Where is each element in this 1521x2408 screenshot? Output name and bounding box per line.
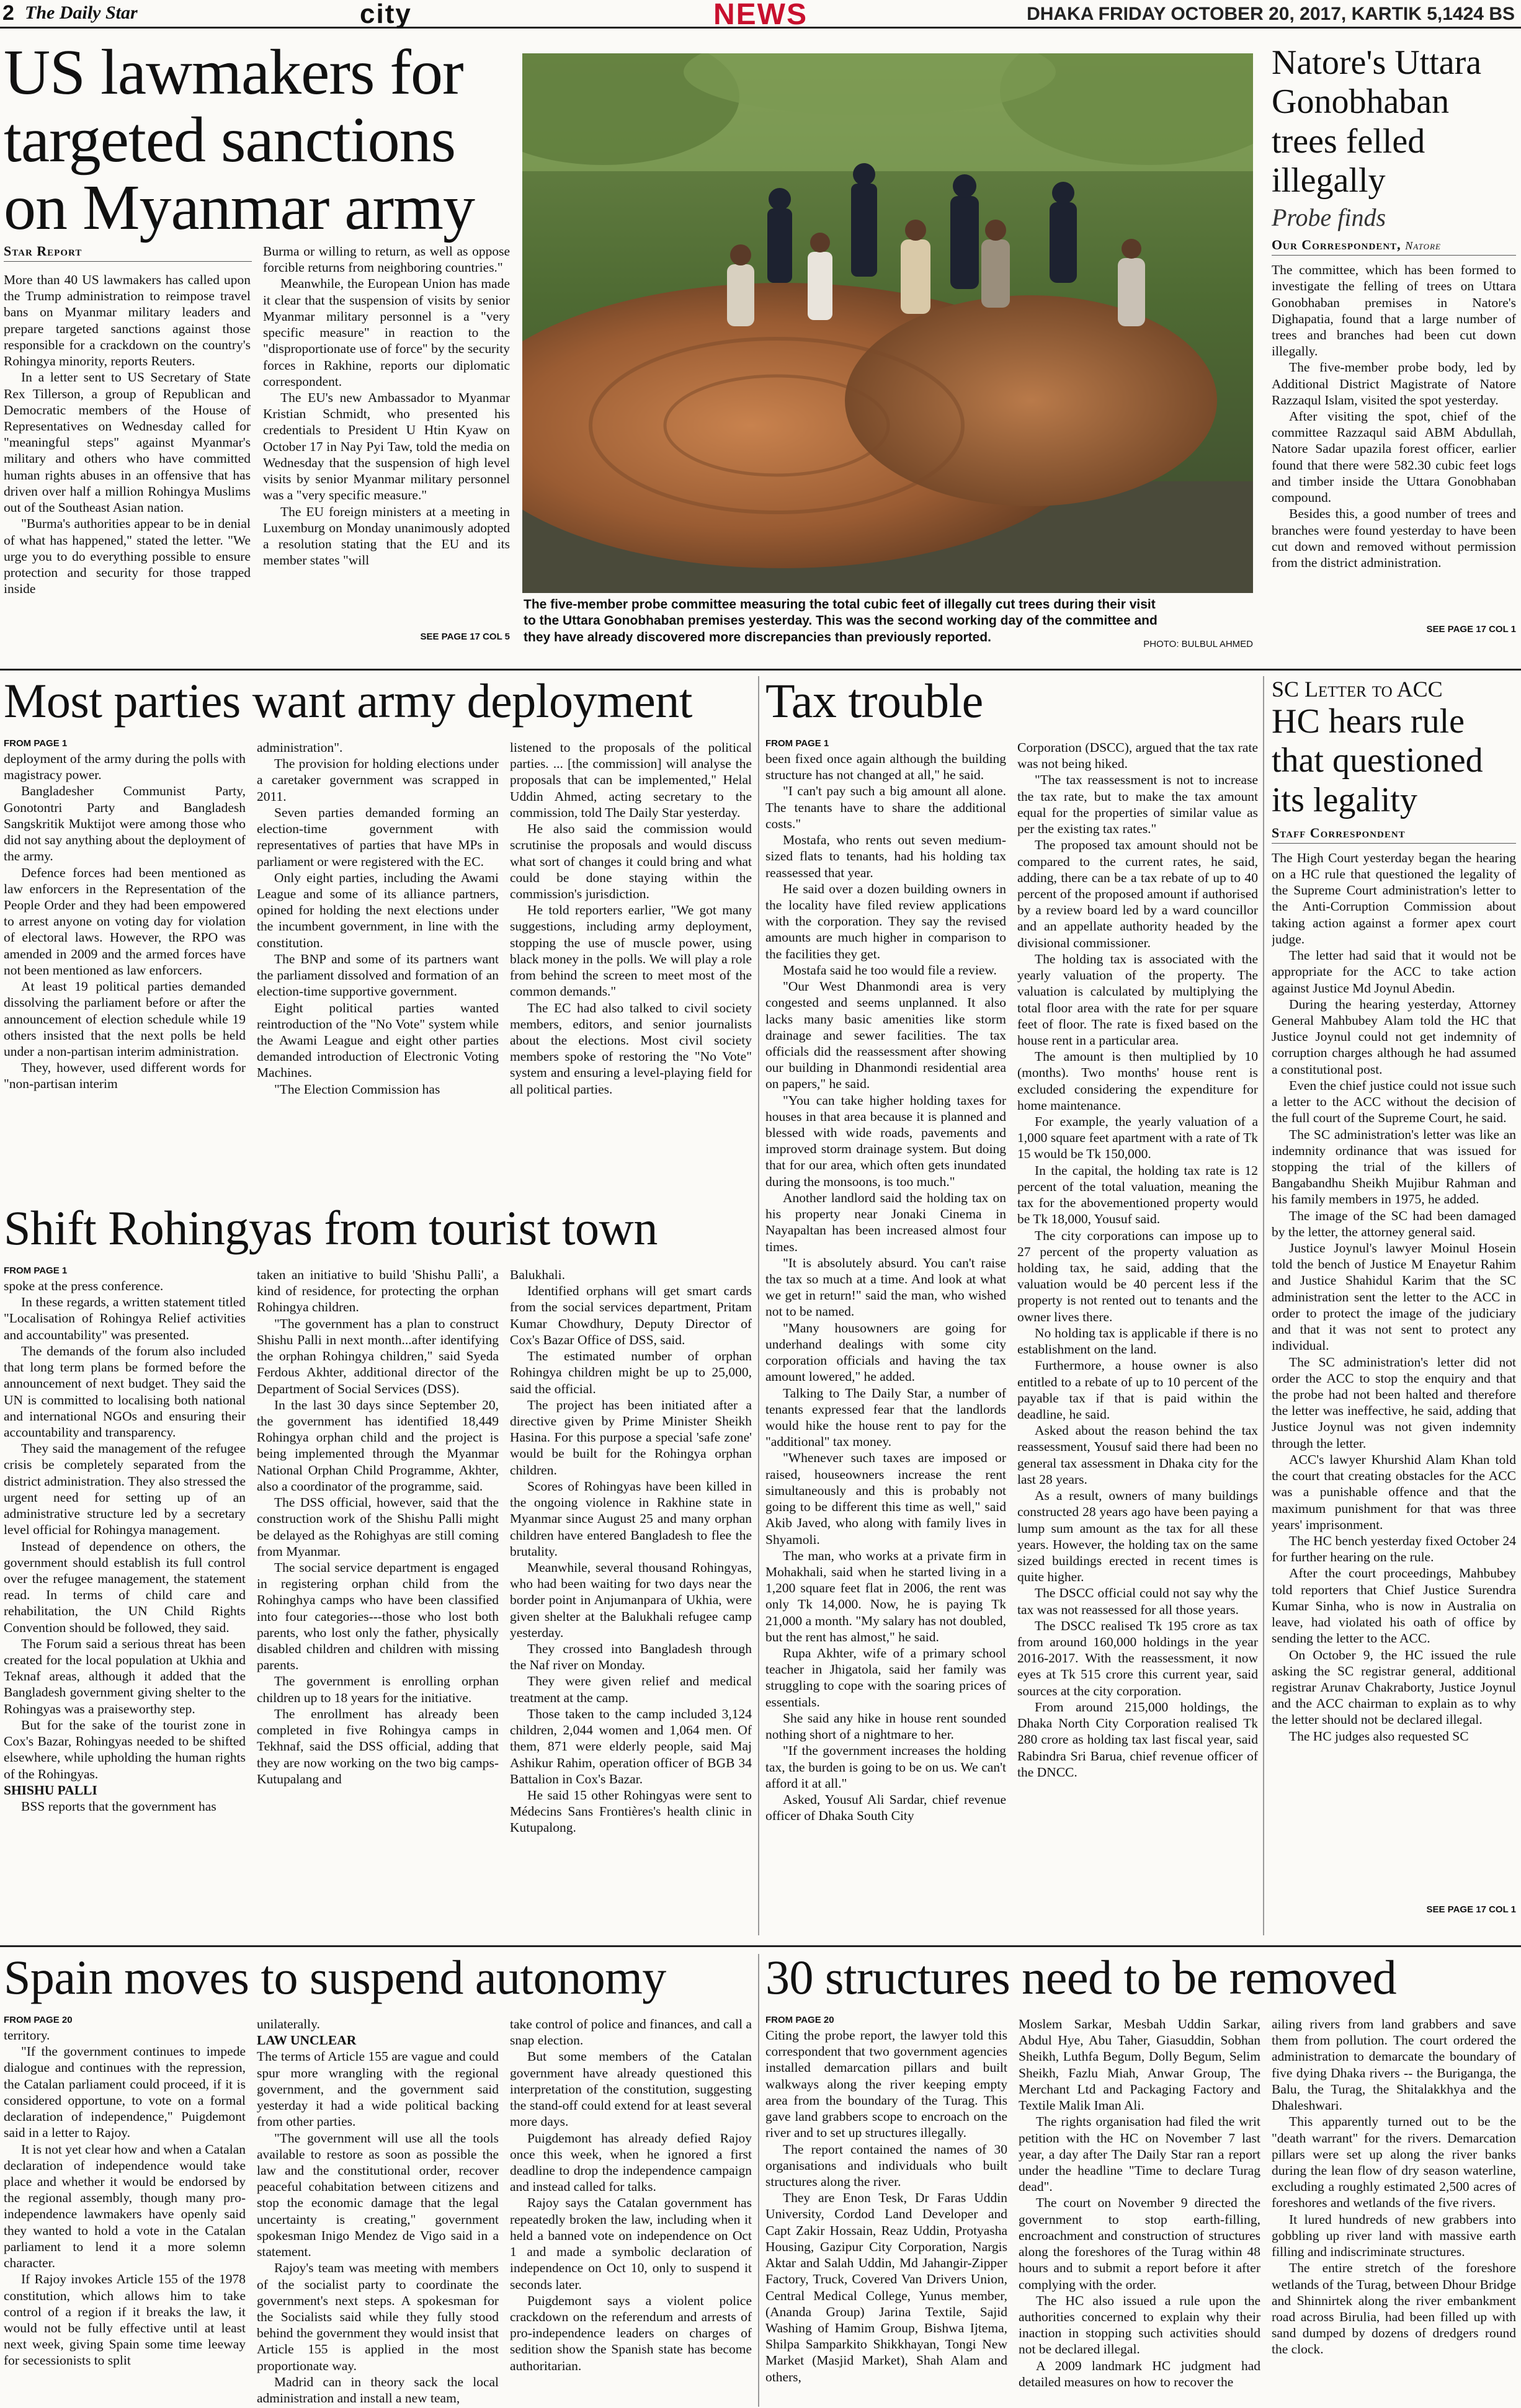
paragraph: "The government will use all the tools available to restore as soon as possible the law and the constitutional order, recover peaceful cohabitation between citizens and stop the economic damage that the legal uncertainty is creating," government spokesman Inigo Mendez de Vigo said in a statement. (257, 2130, 499, 2260)
paragraph: The project has been initiated after a directive given by Prime Minister Sheikh Hasina. For this purpose a special 'safe zone' would be built for the Rohingya orphan children. (510, 1397, 752, 1478)
paragraph: The HC also issued a rule upon the authorities concerned to explain why their inaction in stopping such activities should not be declared illegal. (1019, 2293, 1260, 2357)
paragraph: "The government has a plan to construct Shishu Palli in next month...after identifying the orphan Rohingya children," said Syeda Ferdous Akhter, additional director of the Department of Social Services (DSS). (257, 1316, 499, 1396)
page-header (0, 0, 1521, 29)
paragraph: They are Enon Tesk, Dr Faras Uddin University, Cordod Land Developer and Capt Zakir Hossain, Reaz Uddin, Protyasha Housing, Gazipur City Corporation, Nargis Aktar and Salah Uddin, Md Jahangir-Zipper Factory, Truck, Covered Van Drivers Union, Central Medical College, Yunus member, (Ananda Group) Jarina Textile, Sajid Washing of Hamim Group, Bishwa Ijtema, Shilpa Samparkito Shikkhayan, Tongi New Market (Masjid Market), Shah Alam and others, (765, 2190, 1007, 2384)
article-column (1272, 2016, 1516, 2407)
paragraph: Instead of dependence on others, the government should establish its full control over the refugee management, the statement read. In terms of child care and rehabilitation, the UN Child Rights Convention should be followed, they said. (4, 1538, 246, 1635)
paragraph: Puigdemont has already defied Rajoy once this week, when he ignored a first deadline to drop the independence campaign and instead called for talks. (510, 2130, 752, 2195)
dateline: DHAKA FRIDAY OCTOBER 20, 2017, KARTIK 5,1424 BS (1027, 4, 1515, 24)
paragraph: The amount is then multiplied by 10 (months). Two months' house rent is excluded considering the expenditure for home maintenance. (1017, 1049, 1258, 1113)
paragraph: In the last 30 days since September 20, the government has identified 18,449 Rohingya orphan child and the project is being implemented through the Myanmar National Orphan Child Programme, Akhter, also a coordinator of the programme, said. (257, 1397, 499, 1494)
paragraph: Meanwhile, several thousand Rohingyas, who had been waiting for two days near the border point in Anjumanpara of Ukhia, were given shelter at the Balukhali refugee camp yesterday. (510, 1559, 752, 1640)
paragraph: The city corporations can impose up to 27 percent of the property valuation as holding tax, he said, adding that the valuation would be 40 percent less if the property is not rented out to tenants and the owner lives there. (1017, 1228, 1258, 1324)
paragraph: If Rajoy invokes Article 155 of the 1978 constitution, which allows him to take control of a region if it breaks the law, it would not be fully effective until at least next week, giving Spain some time leeway for secessionists to split (4, 2272, 246, 2368)
article-column (257, 739, 499, 1185)
paragraph: Justice Joynul's lawyer Moinul Hosein told the bench of Justice M Enayetur Rahim and Justice Shahidul Karim that the SC administration sent the letter to the ACC in order to protect the image of the judiciary and that it was not sent to protect any individual. (1272, 1241, 1516, 1353)
paragraph: Puigdemont says a violent police crackdown on the referendum and arrests of pro-independence leaders on charges of sedition show the Spanish state has become authoritarian. (510, 2293, 752, 2373)
section-subhead: SHISHU PALLI (4, 1782, 97, 1798)
paragraph: After the court proceedings, Mahbubey told reporters that Chief Justice Surendra Kumar Sinha, who is now in Australia on leave, had violated his oath of office by sending the letter to the ACC. (1272, 1566, 1516, 1646)
paragraph: During the hearing yesterday, Attorney General Mahbubey Alam told the HC that Justice Joynul could not get indemnity of corruption charges although he had assumed a constitutional post. (1272, 996, 1516, 1077)
article-column (257, 1267, 499, 1937)
paragraph: The demands of the forum also included that long term plans be formed before the announcement of next budget. They said the UN is committed to localising both national and international NGOs and ensuring their accountability and transparency. (4, 1343, 246, 1440)
article-column (510, 1267, 752, 1937)
photo-image (522, 53, 1253, 593)
paragraph: The SC administration's letter did not order the ACC to stop the enquiry and that the probe had not been halted and therefore the letter was ineffective, he said, adding that Justice Joynul was not given indemnity through the letter. (1272, 1354, 1516, 1451)
paragraph: In these regards, a written statement titled "Localisation of Rohingya Relief activities and accountability" was presented. (4, 1295, 246, 1342)
article-column (765, 751, 1006, 1929)
paragraph: Meanwhile, the European Union has made it clear that the suspension of visits by senior Myanmar military personnel is a "very specific measure" in reaction to the "disproportionate use of force" by the security forces in Rakhine, reports our diplomatic correspondent. (263, 276, 510, 389)
kicker: SC Letter to ACC (1272, 677, 1443, 702)
article-column: unilaterally. LAW UNCLEAR The terms of Article 155 are vague and could spur more wrangling with the regional government, and the government said yesterday it had a wide political backing from other parties. "The government will use all the tools available to restore as soon as possible the law and the constitutional order, recover peaceful cohabitation between citizens and stop the economic damage that the legal uncertainty is creating," government spokesman Inigo Mendez de Vigo said in a statement. Rajoy's team was meeting with members of the socialist party to coordinate the government's next steps. A spokesman for the Socialists said while they fully stood behind the government they would insist that Article 155 is applied in the most proportionate way. Madrid can in theory sack the local administration and install a new team, (257, 2017, 499, 2406)
subheadline: Probe finds (1272, 203, 1386, 232)
paragraph: The proposed tax amount should not be compared to the current rates, he said, adding, there can be a tax rebate of up to 40 percent of the proposed amount if authorised by a review board led by a ward councillor and an appellate authority headed by the divisional commissioner. (1017, 837, 1258, 950)
photo-caption: The five-member probe committee measuring the total cubic feet of illegally cut trees during their visit to the Uttara Gonobhaban premises yesterday. This was the second working day of the committee and they have already discovered more discrepancies than previously reported. (524, 597, 1157, 644)
article-column (4, 272, 251, 644)
continued-link: SEE PAGE 17 COL 5 (420, 631, 510, 642)
paragraph: But for the sake of the tourist zone in Cox's Bazar, Rohingyas needed to be shifted elsewhere, while upholding the human rights of the Rohingyas. (4, 1717, 246, 1781)
paragraph: "If the government continues to impede dialogue and continues with the repression, the Catalan parliament could proceed, if it is considered opportune, to vote on a formal declaration of independence," Puigdemont said in a letter to Rajoy. (4, 2044, 246, 2141)
paragraph: Another landlord said the holding tax on his property near Jonaki Cinema in Nayapaltan has been increased almost four times. (765, 1190, 1006, 1254)
headline: Most parties want army deployment (4, 674, 692, 728)
paragraph: "The tax reassessment is not to increase the tax rate, but to make the tax amount equal for the properties of similar value as per the existing tax rates." (1017, 772, 1258, 837)
paragraph: The five-member probe body, led by Additional District Magistrate of Natore Razzaqul Islam, visited the spot yesterday. (1272, 360, 1516, 408)
paragraph: Rajoy says the Catalan government has repeatedly broken the law, including when it held a banned vote on independence on Oct 1 and made a symbolic declaration of independence on Oct 10, only to suspend it seconds later. (510, 2195, 752, 2292)
paragraph: From around 215,000 holdings, the Dhaka North City Corporation realised Tk 280 crore as holding tax last fiscal year, said Rabindra Sri Barua, chief revenue officer of the DNCC. (1017, 1699, 1258, 1780)
paragraph: They, however, used different words for "non-partisan interim (4, 1060, 246, 1092)
headline: US lawmakers for targeted sanctions on Myanmar army (4, 37, 475, 244)
headline: HC hears rule that questioned its legality (1272, 702, 1483, 819)
section-rule (0, 669, 1521, 671)
news-photo (522, 53, 1253, 593)
paragraph: But some members of the Catalan government have already questioned this interpretation of the constitution, suggesting the stand-off could extend for at least several more days. (510, 2049, 752, 2129)
paragraph: "Our West Dhanmondi area is very congested and seems unplanned. It also lacks many basic amenities like storm drainage and sewer facilities. The tax officials did the reassessment after showing our building in Dhanmondi residential area on papers," he said. (765, 979, 1006, 1092)
paragraph: Mostafa, who rents out seven medium-sized flats to tenants, had his holding tax reassessed that year. (765, 832, 1006, 880)
paragraph: The EC had also talked to civil society members, editors, and senior journalists about the elections. Most civil society members spoke of restoring the "No Vote" system and ensuring a level-playing field for all political parties. (510, 1000, 752, 1097)
paragraph: He said over a dozen building owners in the locality have filed review applications with the corporation. They say the revised amounts are much higher in comparison to the facilities they get. (765, 881, 1006, 961)
section-label: NEWS (713, 0, 808, 31)
paragraph: The estimated number of orphan Rohingya children might be up to 25,000, said the official. (510, 1349, 752, 1396)
paragraph: The committee, which has been formed to investigate the felling of trees on Uttara Gonobhaban premises in Natore's Dighapatia, found that a large number of trees and branches had been cut down illegally. (1272, 262, 1516, 359)
paragraph: It lured hundreds of new grabbers into gobbling up river land with massive earth filling and indiscriminate structures. (1272, 2211, 1516, 2260)
paragraph: The government is enrolling orphan children up to 18 years for the initiative. (257, 1674, 499, 1705)
paragraph: They said the management of the refugee crisis be completely separated from the district administration. They also stressed the urgent need for setting up of an administrative structure led by a secretary level official for Rohingya management. (4, 1441, 246, 1538)
paragraph: take control of police and finances, and call a snap election. (510, 2017, 752, 2048)
article-column (510, 739, 752, 1185)
paragraph: Rajoy's team was meeting with members of the socialist party to coordinate the government's next steps. A spokesman for the Socialists said while they fully stood behind the government they would insist that Article 155 is applied in the most proportionate way. (257, 2260, 499, 2373)
byline: Our Correspondent, Natore (1272, 237, 1516, 256)
paragraph: Citing the probe report, the lawyer told this correspondent that two government agencies installed demarcation pillars and built walkways along the river keeping empty area from the boundary of the Turag. This gave land grabbers scope to encroach on the river and to set up structures illegally. (765, 2028, 1007, 2141)
paragraph: In the capital, the holding tax rate is 12 percent of the total valuation, meaning the tax for the abovementioned property would be Tk 18,000, Yousuf said. (1017, 1162, 1258, 1227)
paragraph: The man, who works at a private firm in Mohakhali, said when he started living in a 1,200 square feet flat in 2006, the rent was only Tk 14,000. Now, he is paying Tk 21,000 a month. "My salary has not doubled, but the rent has almost," he said. (765, 1548, 1006, 1644)
paragraph: The HC judges also requested SC (1289, 1728, 1469, 1744)
continued-link: SEE PAGE 17 COL 1 (1426, 624, 1516, 635)
paragraph: The rights organisation had filed the writ petition with the HC on November 7 last year, a day after The Daily Star ran a report under the headline "Time to declare Turag dead". (1019, 2114, 1260, 2195)
paragraph: He said 15 other Rohingyas were sent to Médecins Sans Frontières's health clinic in Kutupalong. (510, 1788, 752, 1835)
section-rule (0, 1945, 1521, 1947)
from-page: FROM PAGE 1 (4, 1265, 68, 1276)
paragraph: The HC bench yesterday fixed October 24 for further hearing on the rule. (1272, 1533, 1516, 1565)
paragraph: He also said the commission would scrutinise the proposals and would discuss what sort of changes it could bring and what could be done staying within the commission's jurisdiction. (510, 821, 752, 901)
article-structures (765, 1950, 1516, 2408)
paragraph: They were given relief and medical treatment at the camp. (510, 1674, 752, 1705)
paragraph: Seven parties demanded forming an election-time government with representatives of parties that have MPs in parliament or were registered with the EC. (257, 805, 499, 869)
paragraph: administration". (257, 740, 343, 755)
paragraph: After visiting the spot, chief of the committee Razzaqul said ABM Abdullah, Natore Sadar upazila forest officer, earlier found that there were 582.30 cubic feet logs and timber inside the Uttara Gonobhaban compound. (1272, 409, 1516, 506)
section-subhead: LAW UNCLEAR (257, 2033, 357, 2048)
paragraph: Talking to The Daily Star, a number of tenants expressed fear that the landlords would hike the house rent to pay for the "additional" tax money. (765, 1385, 1006, 1450)
article-body (1272, 850, 1516, 1904)
paragraph: At least 19 political parties demanded dissolving the parliament before or after the announcement of election schedule while 19 others insisted that the next polls be held under a non-partisan interim administration. (4, 979, 246, 1059)
paragraph: Rupa Akhter, wife of a primary school teacher in Jhigatola, said her family was struggling to cope with the soaring prices of essentials. (765, 1646, 1006, 1710)
paragraph: Those taken to the camp included 3,124 children, 2,044 women and 1,064 men. Of them, 871 were elderly people, said Maj Ashikur Rahim, operation officer of BGB 34 Battalion in Cox's Bazar. (510, 1706, 752, 1786)
paper-name: The Daily Star (25, 2, 138, 23)
paragraph: "Many housowners are going for underhand dealings with some city corporation officials and having the tax amount lowered," he added. (765, 1320, 1006, 1385)
paragraph: Eight political parties wanted reintroduction of the "No Vote" system while the Awami League and eight other parties demanded introduction of Electronic Voting Machines. (257, 1000, 499, 1081)
paragraph: been fixed once again although the building structure has not changed at all," he said. (765, 751, 1006, 783)
from-page: FROM PAGE 20 (765, 2015, 834, 2025)
paragraph: For example, the yearly valuation of a 1,000 square feet apartment with a rate of Tk 15 would be Tk 150,000. (1017, 1114, 1258, 1162)
paragraph: The enrollment has already been completed in five Rohingya camps in Tekhnaf, said the DSS official, adding that they are now working on the two big camps-Kutupalang and (257, 1706, 499, 1786)
article-hc (1272, 676, 1516, 1942)
paragraph: The holding tax is associated with the yearly valuation of the property. The valuation is calculated by multiplying the total floor area with the rate for per square feet of floor. The rate is fixed based on the house rent in a particular area. (1017, 951, 1258, 1048)
paragraph: "You can take higher holding taxes for houses in that area because it is planned and blessed with wide roads, pavements and improved storm drainage system. But doing that for our area, which often gets inundated during the monsoons, is too much." (765, 1092, 1006, 1189)
paragraph: It is not yet clear how and when a Catalan declaration of independence would take place and whether it would be endorsed by the regional assembly, though many pro-independence lawmakers have openly said they wanted to hold a vote in the Catalan parliament to lend it a more solemn character. (4, 2141, 246, 2271)
paragraph: The BNP and some of its partners want the parliament dissolved and formation of an election-time supportive government. (257, 951, 499, 999)
article-rohingya (4, 1203, 752, 1942)
column-rule (758, 676, 759, 1935)
headline: Spain moves to suspend autonomy (4, 1950, 666, 2004)
column-rule (758, 1954, 759, 2407)
paragraph: The entire stretch of the foreshore wetlands of the Turag, between Dhour Bridge and Shinnirtek along the river embankment road across Birulia, had been filled up with sand dumped by dozens of dredgers round the clock. (1272, 2260, 1516, 2357)
page-number: 2 (2, 1, 14, 25)
paragraph: A 2009 landmark HC judgment had detailed measures on how to recover the (1019, 2358, 1260, 2389)
article-column (1019, 2016, 1260, 2407)
column-rule (1263, 676, 1264, 1935)
article-column (510, 2016, 752, 2407)
paragraph: "The Election Commission has (274, 1081, 440, 1097)
paragraph: ailing rivers from land grabbers and save them from pollution. The court ordered the administration to demarcate the boundary of five dying Dhaka rivers -- the Buriganga, the Balu, the Turag, the Shitalakkhya and the Dhaleshwari. (1272, 2017, 1516, 2113)
paragraph: "It is absolutely absurd. You can't raise the tax so much at a time. And look at what we get in return!" said the man, who wished not to be named. (765, 1255, 1006, 1319)
paragraph: The High Court yesterday began the hearing on a HC rule that questioned the legality of the Supreme Court administration's letter to the Anti-Corruption Commission about taking action against a former apex court judge. (1272, 850, 1516, 947)
headline: 30 structures need to be removed (765, 1950, 1397, 2004)
article-us-sanctions (4, 38, 512, 653)
paragraph: This apparently turned out to be the "death warrant" for the rivers. Demarcation pillars were set up along the river banks during the lean flow of dry season waterline, excluding a roughly estimated 2,500 acres of foreshores and wetlands of the five rivers. (1272, 2114, 1516, 2211)
paragraph: "Whenever such taxes are imposed or raised, houseowners increase the rent simultaneously and this is probably not going to be different this time as well," said Akib Javed, who along with family lives in Shyamoli. (765, 1450, 1006, 1547)
paragraph: The EU's new Ambassador to Myanmar Kristian Schmidt, who presented his credentials to President U Htin Kyaw on October 17 in Nay Pyi Taw, told the media on Wednesday that the suspension of high level visits by senior Myanmar military personnel was a "very specific measure." (263, 390, 510, 503)
paragraph: The DSS official, however, said that the construction work of the Shishu Palli might be delayed as the Rohighyas are still coming from Myanmar. (257, 1495, 499, 1559)
paragraph: She said any hike in house rent sounded nothing short of a nightmare to her. (765, 1710, 1006, 1742)
paragraph: Furthermore, a house owner is also entitled to a rebate of up to 10 percent of the payable tax if that is paid within the deadline, he said. (1017, 1358, 1258, 1422)
paragraph: The court on November 9 directed the government to stop earth-filling, encroachment and construction of structures along the foreshores of the Turag within 48 hours and to submit a report before it after complying with the order. (1019, 2195, 1260, 2292)
article-column (765, 2027, 1007, 2407)
from-page: FROM PAGE 1 (4, 738, 68, 749)
paragraph: Burma or willing to return, as well as oppose forcible returns from neighboring countries." (263, 244, 510, 275)
headline: Shift Rohingyas from tourist town (4, 1201, 658, 1255)
article-column (4, 2027, 246, 2407)
article-column: spoke at the press conference. In these regards, a written statement titled "Localisation of Rohingya Relief activities and accountability" was presented. The demands of the forum also included that long term plans be formed before the announcement of next budget. They said the UN is committed to localising both national and international NGOs and ensuring their accountability and transparency. They said the management of the refugee crisis be completely separated from the district administration. They also stressed the urgent need for setting up of an administrative structure led by a secretary level official for Rohingya management. Instead of dependence on others, the government should establish its full control over the refugee management, the statement read. In terms of child care and rehabilitation, the UN Child Rights Convention should be followed, they said. The Forum said a serious threat has been created for the local population at Ukhia and Teknaf areas, although it added that the Bangladesh government giving shelter to the Rohingyas was a praiseworthy step. But for the sake of the tourist zone in Cox's Bazar, Rohingyas needed to be shifted elsewhere, while upholding the human rights of the Rohingyas. SHISHU PALLI BSS reports that the government has (4, 1278, 246, 1814)
paragraph: More than 40 US lawmakers has called upon the Trump administration to reimpose travel bans on Myanmar military leaders and prepare targeted sanctions against those responsible for a crackdown on the country's Rohingya minority, reports Reuters. (4, 272, 251, 369)
paragraph: Balukhali. (510, 1267, 565, 1282)
paragraph: The image of the SC had been damaged by the letter, the attorney general said. (1272, 1208, 1516, 1239)
paragraph: Identified orphans will get smart cards from the social services department, Pritam Kumar Chowdhury, Deputy Director of Cox's Bazar Office of DSS, said. (510, 1283, 752, 1347)
headline: Tax trouble (765, 674, 983, 728)
paragraph: listened to the proposals of the political parties. ... [the commission] will analyse the proposals that can be implemented," Helal Uddin Ahmed, acting secretary to the commission, told The Daily Star yesterday. (510, 740, 752, 820)
article-body (1272, 262, 1516, 622)
paragraph: The letter had said that it would not be appropriate for the ACC to take action against Justice Md Joynul Abedin. (1272, 948, 1516, 996)
paragraph: Asked about the reason behind the tax reassessment, Yousuf said there had been no general tax assessment in Dhaka city for the last 28 years. (1017, 1423, 1258, 1487)
paragraph: ACC's lawyer Khurshid Alam Khan told the court that creating obstacles for the ACC was a punishable offence and that the maximum punishment for that was three years' imprisonment. (1272, 1451, 1516, 1532)
paragraph: The report contained the names of 30 organisations and individuals who built structures along the river. (765, 2141, 1007, 2189)
article-column (263, 243, 510, 638)
article-spain (4, 1950, 752, 2408)
paragraph: The DSCC official could not say why the tax was not reassessed for all those years. (1017, 1585, 1258, 1617)
paragraph: They crossed into Bangladesh through the Naf river on Monday. (510, 1641, 752, 1673)
paragraph: Asked, Yousuf Ali Sardar, chief revenue officer of Dhaka South City (765, 1792, 1006, 1824)
paragraph: "I can't pay such a big amount all alone. The tenants have to share the additional costs." (765, 783, 1006, 831)
article-natore (1272, 43, 1516, 658)
section-name: city (360, 0, 412, 29)
paragraph: Corporation (DSCC), argued that the tax rate was not being hiked. (1017, 740, 1258, 772)
paragraph: The DSCC realised Tk 195 crore as tax from around 160,000 holdings in the year 2016-2017. With the reassessment, it now eyes at Tk 515 crore this current year, said sources at the city corporation. (1017, 1618, 1258, 1698)
paragraph: On October 9, the HC issued the rule asking the SC registrar general, additional registrar Arunav Chakraborty, Justice Joynul and the ACC chairman to explain as to why the letter should not be declared illegal. (1272, 1647, 1516, 1728)
article-column (4, 751, 246, 1185)
paragraph: He told reporters earlier, "We got many suggestions, including army deployment, stopping the use of muscle power, using black money in the polls. We will play a role from behind the screen to meet most of the common demands." (510, 903, 752, 999)
paragraph: Madrid can in theory sack the local administration and install a new team, (257, 2374, 499, 2406)
paragraph: Bangladesher Communist Party, Gonotontri Party and Bangladesh Sangskritik Muktijot were among those who did not say anything about the deployment of the army. (4, 783, 246, 864)
from-page: FROM PAGE 1 (765, 738, 829, 749)
paragraph: The terms of Article 155 are vague and could spur more wrangling with the regional government, and the government said yesterday it had a wide political backing from other parties. (257, 2049, 499, 2129)
article-army (4, 676, 752, 1203)
paragraph: No holding tax is applicable if there is no establishment on the land. (1017, 1325, 1258, 1357)
paragraph: Besides this, a good number of trees and branches were found yesterday to have been cut down and removed without permission from the district administration. (1272, 506, 1516, 570)
paragraph: Even the chief justice could not issue such a letter to the ACC without the decision of the full court of the Supreme Court, he said. (1272, 1077, 1516, 1126)
paragraph: As a result, owners of many buildings constructed 28 years ago have been paying a lump sum amount as the tax for all these years. However, the holding tax on the same sized buildings erected in recent times is quite higher. (1017, 1488, 1258, 1585)
paragraph: The EU foreign ministers at a meeting in Luxemburg on Monday unanimously adopted a resolution stating that the EU and its member states "will (263, 504, 510, 568)
paragraph: deployment of the army during the polls with magistracy power. (4, 751, 246, 783)
paragraph: The provision for holding elections under a caretaker government was scrapped in 2011. (257, 756, 499, 804)
paragraph: Defence forces had been mentioned as law enforcers in the Representation of the People Order and they had been empowered to arrest anyone on voting day for violation of electoral laws. However, the RPO was amended in 2009 and the armed forces have not been mentioned as law enforcers. (4, 865, 246, 978)
article-column (1017, 739, 1258, 1929)
paragraph: taken an initiative to build 'Shishu Palli', a kind of residence, for protecting the orphan Rohingya children. (257, 1267, 499, 1315)
byline: Star Report (4, 243, 252, 262)
paragraph: "Burma's authorities appear to be in denial of what has happened," stated the letter. "We urge you to do everything possible to ensure protection and security for those trapped inside (4, 516, 251, 597)
photo-credit: PHOTO: BULBUL AHMED (1143, 639, 1253, 649)
paragraph: The SC administration's letter was like an indemnity ordinance that was issued for stopping the trial of the killers of Bangabandhu Sheikh Mujibur Rahman and his family members in 1975, he added. (1272, 1126, 1516, 1207)
paragraph: "If the government increases the holding tax, the burden is going to be on us. We can't afford it at all." (765, 1743, 1006, 1791)
article-tax (765, 676, 1258, 1942)
paragraph: spoke at the press conference. (4, 1278, 164, 1293)
headline: Natore's Uttara Gonobhaban trees felled illegally (1272, 43, 1482, 200)
paragraph: Only eight parties, including the Awami League and some of its alliance partners, opined for holding the next elections under the incumbent government, in line with the constitution. (257, 870, 499, 950)
paragraph: territory. (4, 2028, 50, 2043)
paragraph: The social service department is engaged in registering orphan child from the Rohinghya camps who have been classified into four categories---those who lost both parents, who lost only the father, physically disabled children and children with missing parents. (257, 1559, 499, 1673)
paragraph: Moslem Sarkar, Mesbah Uddin Sarkar, Abdul Hye, Abu Taher, Giasuddin, Sobhan Sheikh, Luthfa Begum, Dolly Begum, Selim Sheikh, Fazlu Miah, Anwar Group, The Merchant Ltd and Packaging Factory and Textile Malik Iman Ali. (1019, 2017, 1260, 2113)
paragraph: In a letter sent to US Secretary of State Rex Tillerson, a group of Republican and Democratic members of the House of Representatives on Wednesday called for "meaningful steps" against Myanmar's military and others who have committed human rights abuses in an offensive that has driven over half a million Rohingya Muslims out of the Southeast Asian nation. (4, 370, 251, 515)
continued-link: SEE PAGE 17 COL 1 (1426, 1904, 1516, 1915)
paragraph: The Forum said a serious threat has been created for the local population at Ukhia and Teknaf areas, although it added that the Bangladesh government giving shelter to the Rohingyas was a praiseworthy step. (4, 1636, 246, 1716)
paragraph: Scores of Rohingyas have been killed in the ongoing violence in Rakhine state in Myanmar since August 25 and many orphan children have entered Bangladesh to flee the brutality. (510, 1478, 752, 1559)
from-page: FROM PAGE 20 (4, 2015, 73, 2025)
byline: Staff Correspondent (1272, 825, 1516, 844)
paragraph: Mostafa said he too would file a review. (783, 962, 997, 978)
